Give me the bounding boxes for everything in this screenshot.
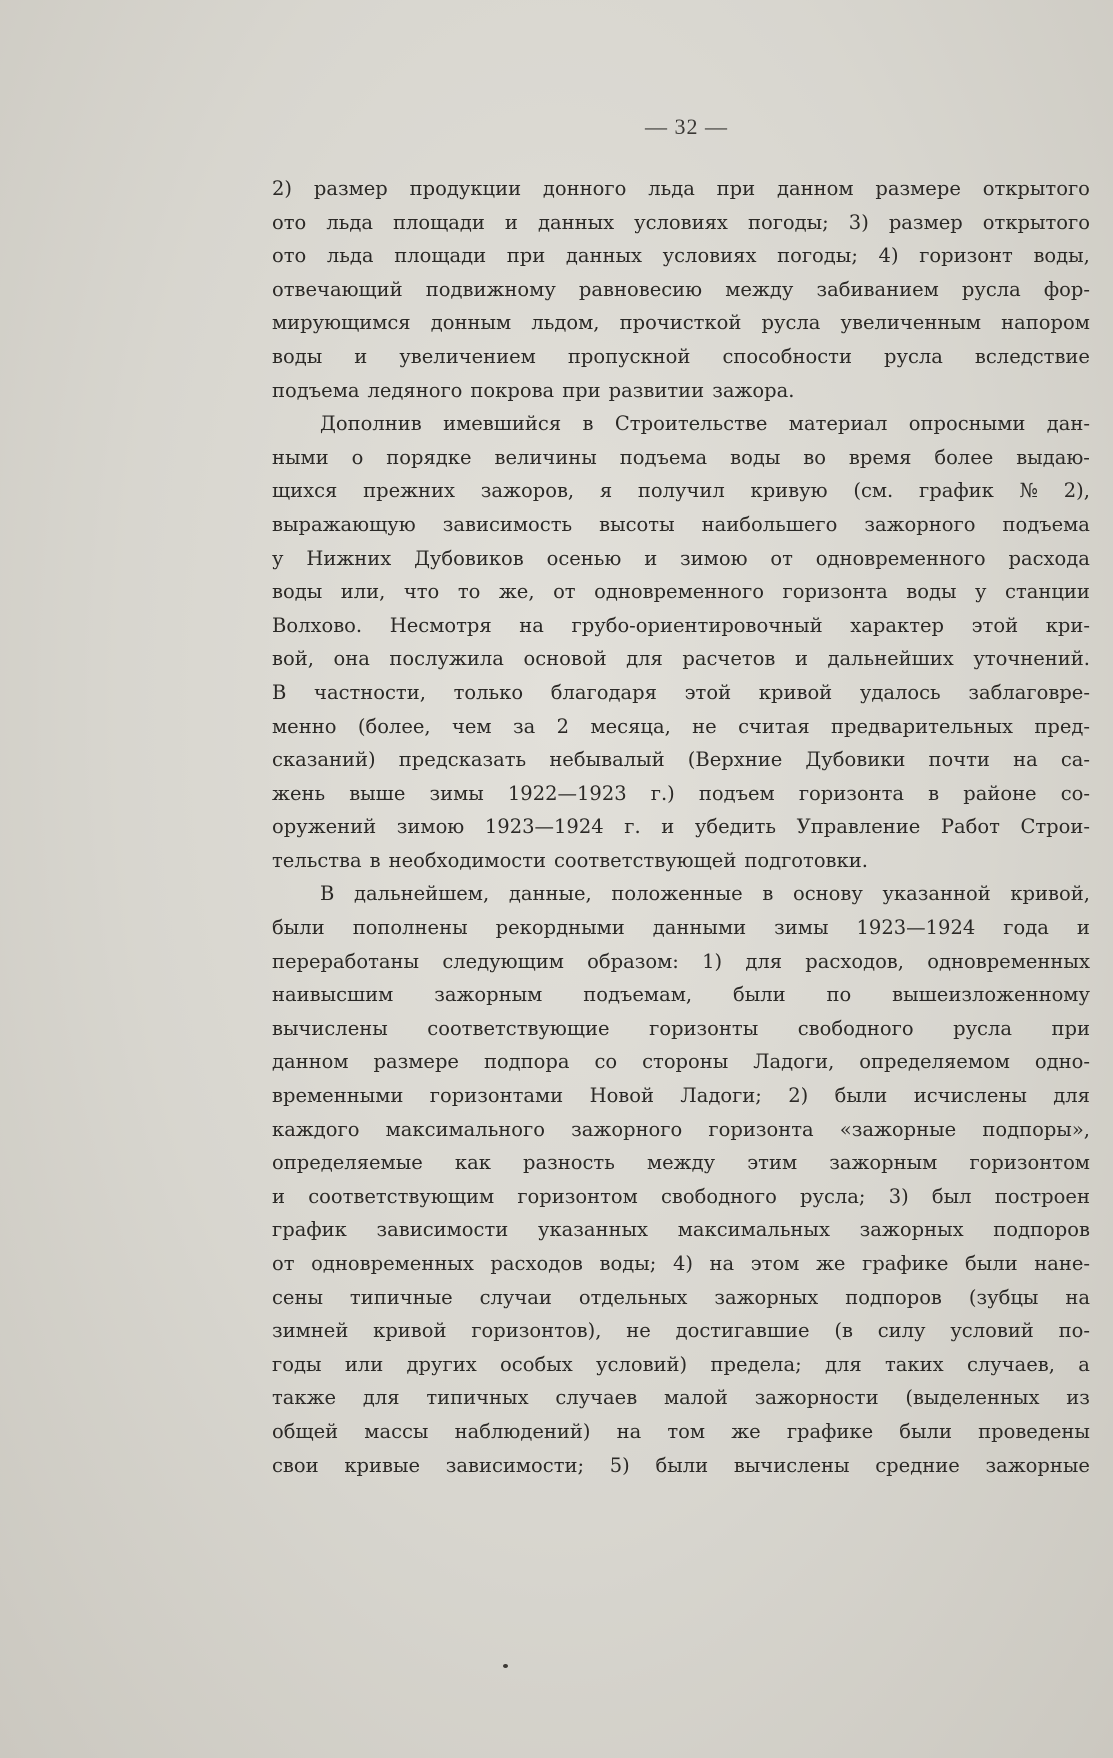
text-line: наивысшим зажорным подъемам, были по вышеизложенному bbox=[272, 983, 1090, 1007]
text-line: график зависимости указанных максимальных зажорных подпоров bbox=[272, 1218, 1090, 1242]
text-line: годы или других особых условий) предела; для таких случаев, а bbox=[272, 1352, 1090, 1376]
text-line: Волхово. Несмотря на грубо-ориентировочный характер этой кри- bbox=[272, 613, 1090, 637]
text-line: ными о порядке величины подъема воды во время более выдаю- bbox=[272, 445, 1090, 469]
text-line: воды и увеличением пропускной способности русла вследствие bbox=[272, 344, 1090, 368]
text-line: жень выше зимы 1922—1923 г.) подъем горизонта в районе со- bbox=[272, 781, 1090, 805]
text-line: выражающую зависимость высоты наибольшего зажорного подъема bbox=[272, 512, 1090, 536]
text-line: также для типичных случаев малой зажорности (выделенных из bbox=[272, 1386, 1090, 1410]
page-number bbox=[0, 114, 1113, 140]
text-line: данном размере подпора со стороны Ладоги, определяемом одно- bbox=[272, 1050, 1090, 1074]
text-line: сены типичные случаи отдельных зажорных подпоров (зубцы на bbox=[272, 1285, 1090, 1309]
text-line: вычислены соответствующие горизонты свободного русла при bbox=[272, 1016, 1090, 1040]
text-line: воды или, что то же, от одновременного горизонта воды у станции bbox=[272, 580, 1090, 604]
text-line: зимней кривой горизонтов), не достигавшие (в силу условий по- bbox=[272, 1319, 1090, 1343]
text-line: ото льда площади и данных условиях погоды; 3) размер открытого bbox=[272, 210, 1090, 234]
text-line: мирующимся донным льдом, прочисткой русла увеличенным напором bbox=[272, 311, 1090, 335]
text-line: 2) размер продукции донного льда при данном размере открытого bbox=[272, 177, 1090, 200]
text-line: менно (более, чем за 2 месяца, не считая предварительных пред- bbox=[272, 714, 1090, 738]
text-line: у Нижних Дубовиков осенью и зимою от одновременного расхода bbox=[272, 546, 1090, 570]
text-line: оружений зимою 1923—1924 г. и убедить Управление Работ Строи- bbox=[272, 815, 1090, 839]
text-line: подъема ледяного покрова при развитии зажора. bbox=[272, 378, 795, 402]
text-line: В дальнейшем, данные, положенные в основу указанной кривой, bbox=[320, 882, 1090, 906]
text-line: щихся прежних зажоров, я получил кривую (см. график № 2), bbox=[272, 479, 1090, 503]
text-line: В частности, только благодаря этой кривой удалось заблаговре- bbox=[272, 680, 1090, 704]
text-line: временными горизонтами Новой Ладоги; 2) были исчислены для bbox=[272, 1084, 1090, 1108]
text-line: сказаний) предсказать небывалый (Верхние Дубовики почти на са- bbox=[272, 748, 1090, 772]
text-line: от одновременных расходов воды; 4) на этом же графике были нане- bbox=[272, 1252, 1090, 1275]
text-line: были пополнены рекордными данными зимы 1923—1924 года и bbox=[272, 916, 1090, 940]
text-line: каждого максимального зажорного горизонта «зажорные подпоры», bbox=[272, 1117, 1090, 1141]
text-line: Дополнив имевшийся в Строительстве материал опросными дан- bbox=[320, 412, 1090, 436]
text-line: отвечающий подвижному равновесию между забиванием русла фор- bbox=[272, 277, 1090, 301]
text-line: ото льда площади при данных условиях погоды; 4) горизонт воды, bbox=[272, 244, 1090, 268]
text-line: общей массы наблюдений) на том же графике были проведены bbox=[272, 1419, 1090, 1443]
text-line: переработаны следующим образом: 1) для расходов, одновременных bbox=[272, 949, 1090, 973]
text-line: определяемые как разность между этим зажорным горизонтом bbox=[272, 1151, 1090, 1175]
text-line: тельства в необходимости соответствующей подготовки. bbox=[272, 848, 868, 872]
text-line: и соответствующим горизонтом свободного русла; 3) был построен bbox=[272, 1184, 1090, 1208]
page-number-text: — 32 — bbox=[645, 114, 728, 139]
text-line: свои кривые зависимости; 5) были вычислены средние зажорные bbox=[272, 1453, 1090, 1477]
text-line: вой, она послужила основой для расчетов и дальнейших уточнений. bbox=[272, 647, 1090, 671]
paper-speck bbox=[503, 1664, 508, 1668]
body-text bbox=[272, 172, 1090, 1482]
